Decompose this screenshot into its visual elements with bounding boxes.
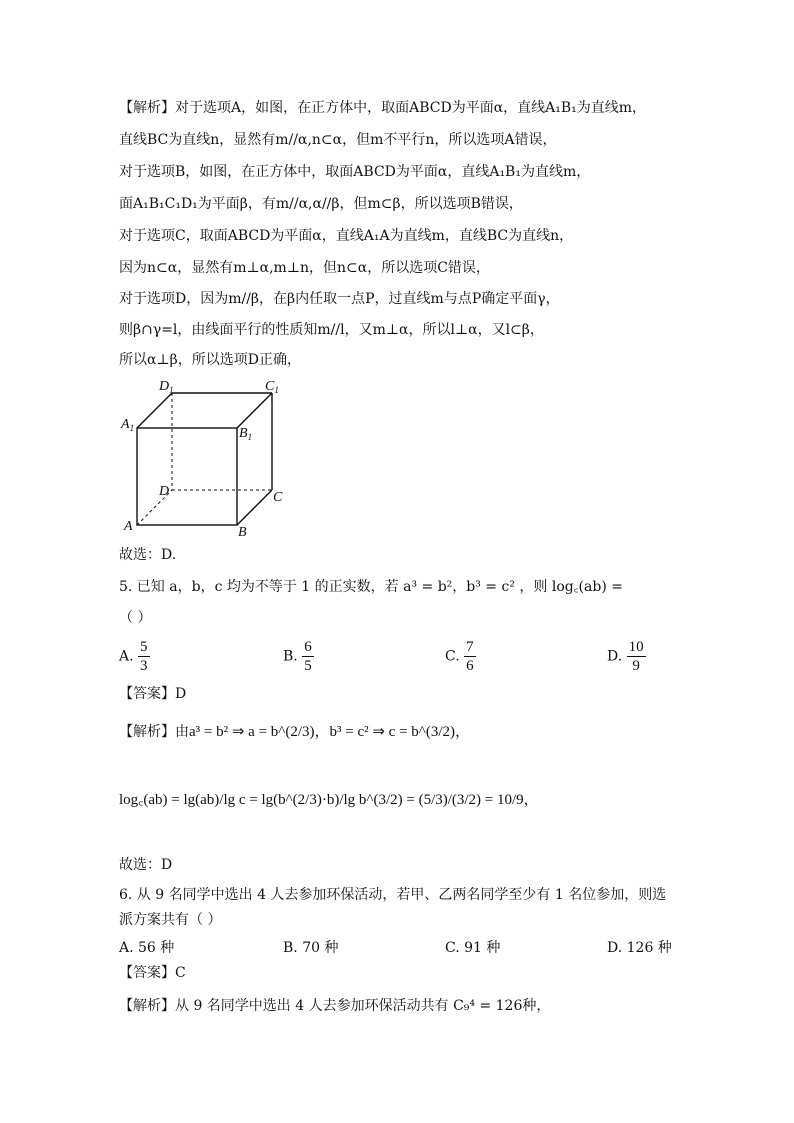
q6-option-d: D. 126 种: [607, 940, 672, 956]
label-A1: $A_1$: [121, 417, 135, 433]
q6-option-b: B. 70 种: [283, 940, 339, 956]
cube-diagram: [115, 375, 295, 540]
q5-choice: 故选：D: [119, 857, 173, 873]
sol4-line8: 则β∩γ=l，由线面平行的性质知m//l，又m⊥α，所以l⊥α，又l⊂β，: [119, 322, 544, 338]
q5-solution-line2: log꜀(ab) = lg(ab)/lg c = lg(b^(2/3)·b)/lg b^(3/2) = (5/3)/(3/2) = 10/9，: [119, 792, 539, 808]
q6-answer: 【答案】C: [119, 965, 186, 981]
q5-stem: 5. 已知 a，b，c 均为不等于 1 的正实数，若 a³ = b²，b³ = c² ，则 log꜀(ab) =: [119, 579, 623, 595]
label-B: B: [238, 525, 247, 540]
q6-option-c: C. 91 种: [445, 940, 501, 956]
sol4-line3: 对于选项B，如图，在正方体中，取面ABCD为平面α，直线A₁B₁为直线m，: [119, 164, 591, 180]
q6-stem-line1: 6. 从 9 名同学中选出 4 人去参加环保活动，若甲、乙两名同学至少有 1 名位参加，则选: [119, 887, 667, 903]
q5-answer: 【答案】D: [119, 686, 187, 702]
q6-stem-line2: 派方案共有（ ）: [119, 912, 222, 928]
q6-option-a: A. 56 种: [119, 940, 175, 956]
q5-paren: （ ）: [119, 610, 152, 626]
sol4-line1: 【解析】对于选项A，如图，在正方体中，取面ABCD为平面α，直线A₁B₁为直线m，: [119, 100, 647, 116]
label-A: A: [124, 519, 133, 534]
q5-option-c: C. $\frac{7}{6}$: [445, 639, 474, 674]
label-D1: $D_1$: [159, 379, 174, 395]
sol4-choice: 故选：D.: [119, 547, 177, 563]
q5-solution-line1: 【解析】由a³ = b² ⇒ a = b^(2/3)，b³ = c² ⇒ c = b^(3/2)，: [119, 724, 470, 740]
sol4-line5: 对于选项C，取面ABCD为平面α，直线A₁A为直线m，直线BC为直线n，: [119, 228, 574, 244]
label-B1: $B_1$: [239, 426, 253, 442]
sol4-line9: 所以α⊥β，所以选项D正确，: [119, 352, 301, 368]
q5-option-a: A. $\frac{5}{3}$: [119, 639, 148, 674]
q5-option-d: D. $\frac{10}{9}$: [607, 639, 644, 674]
label-C1: $C_1$: [265, 379, 279, 395]
sol4-line6: 因为n⊂α，显然有m⊥α,m⊥n，但n⊂α，所以选项C错误，: [119, 260, 490, 276]
q5-option-b: B. $\frac{6}{5}$: [283, 639, 312, 674]
sol4-line7: 对于选项D，因为m//β，在β内任取一点P，过直线m与点P确定平面γ，: [119, 291, 560, 307]
label-D: D: [159, 484, 170, 499]
label-C: C: [273, 490, 283, 505]
sol4-line2: 直线BC为直线n，显然有m//α,n⊂α，但m不平行n，所以选项A错误，: [119, 132, 557, 148]
q6-solution: 【解析】从 9 名同学中选出 4 人去参加环保活动共有 C₉⁴ = 126种，: [119, 998, 551, 1014]
sol4-line4: 面A₁B₁C₁D₁为平面β，有m//α,α//β，但m⊂β，所以选项B错误，: [119, 196, 523, 212]
